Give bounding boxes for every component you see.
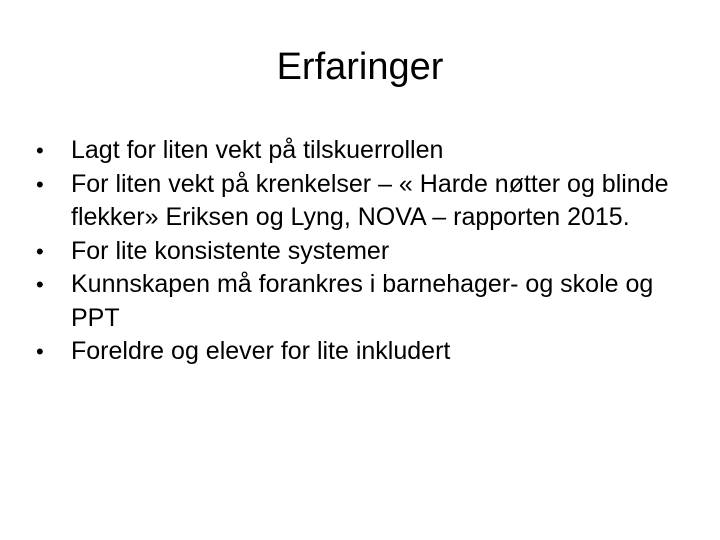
- slide-title: Erfaringer: [276, 46, 444, 88]
- bullet-text: Kunnskapen må forankres i barnehager- og skole og PPT: [71, 270, 654, 332]
- bullet-icon: •: [36, 238, 44, 264]
- bullet-text: For liten vekt på krenkelser – « Harde nøtter og blinde flekker» Eriksen og Lyng, NOVA – rapporten 2015.: [71, 169, 669, 231]
- bullet-icon: •: [36, 272, 44, 297]
- bullet-item: [36, 168, 676, 235]
- bullet-item: [36, 268, 676, 335]
- bullet-item: [36, 235, 676, 269]
- bullet-text: For lite konsistente systemer: [71, 236, 390, 265]
- bullet-item: [36, 335, 676, 369]
- bullet-list: [36, 134, 676, 369]
- bullet-item: [36, 134, 676, 168]
- bullet-icon: •: [36, 171, 44, 197]
- bullet-icon: •: [36, 138, 44, 163]
- bullet-text: Foreldre og elever for lite inkludert: [71, 337, 451, 365]
- bullet-text: Lagt for liten vekt på tilskuerrollen: [71, 136, 444, 164]
- bullet-icon: •: [36, 339, 44, 364]
